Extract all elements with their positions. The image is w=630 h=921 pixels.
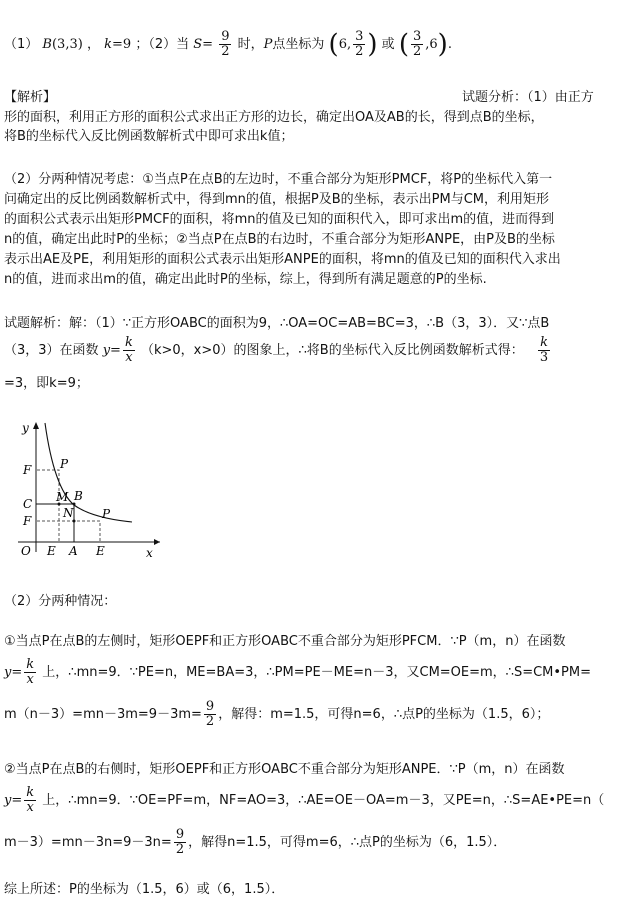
solution-line-1: 试题解析：解：（1）∵正方形OABC的面积为9，∴OA=OC=AB=BC=3，∴B（3，3）．又∵点B: [4, 316, 550, 331]
solution-line-2: （3，3）在函数 y= $\frac{k}{x}$ （k>0，x>0）的图象上，∴将B的坐标代入反比例函数解析式得： $\frac{k}{3}$: [4, 335, 549, 365]
case-heading: （2）分两种情况：: [4, 594, 117, 609]
analysis-right-label: 试题分析：（1）由正方: [462, 90, 594, 105]
x-axis-arrow: [154, 539, 160, 545]
coordinate-graph: [12, 418, 162, 558]
separator: ，: [86, 37, 100, 52]
k-value: =9: [112, 37, 132, 52]
equals-sign: =: [202, 37, 214, 52]
y-axis-label: y: [22, 421, 29, 435]
hyperbola-curve: [45, 423, 132, 522]
label-e2: E: [96, 544, 105, 558]
fraction-s: $\frac{9}{2}$: [221, 29, 230, 59]
origin-label: O: [21, 544, 31, 558]
s-symbol: S: [193, 37, 203, 52]
fraction-k-3: $\frac{k}{3}$: [539, 335, 549, 365]
label-p-right: P: [102, 507, 111, 521]
case1-fraction-9-2: $\frac{9}{2}$: [205, 699, 215, 729]
analysis-line-1: 形的面积，利用正方形的面积公式求出正方形的边长，确定出OA及AB的长，得到点B的坐标，: [4, 110, 544, 125]
ans1-x: 6,: [338, 37, 352, 52]
case1-line-2: y= $\frac{k}{x}$ 上，∴mn=9．∵PE=n，ME=BA=3，∴PM=PE－ME=n－3，又CM=OE=m，∴S=CM•PM=: [4, 657, 592, 687]
y-axis-arrow: [33, 422, 39, 429]
ans1-y-fraction: $\frac{3}{2}$: [355, 29, 364, 59]
label-c: C: [23, 497, 33, 511]
case2-line-3: m－3）=mn－3n=9－3n= $\frac{9}{2}$ ，解得n=1.5，可得m=6，∴点P的坐标为（6，1.5）．: [4, 827, 507, 857]
label-m: M: [56, 490, 69, 504]
label-a: A: [69, 544, 78, 558]
analysis-title: 【解析】: [4, 90, 57, 105]
label-f-top: F: [23, 463, 32, 477]
analysis-para2-line-4: n的值，确定出此时P的坐标；②当点P在点B的右边时，不重合部分为矩形ANPE，由P及B的坐标: [4, 232, 555, 247]
label-f-low: F: [23, 514, 32, 528]
case1-line-1: ①当点P在点B的左侧时，矩形OEPF和正方形OABC不重合部分为矩形PFCM．∵P（m，n）在函数: [4, 634, 566, 649]
point-b-label: B: [42, 37, 52, 52]
k-symbol: k: [104, 37, 112, 52]
analysis-para2-line-6: n的值，进而求出m的值，确定出此时P的坐标，综上，得到所有满足题意的P的坐标.: [4, 272, 487, 287]
x-axis-label: x: [146, 546, 153, 558]
fraction-k-x: $\frac{k}{x}$: [124, 335, 133, 365]
or-text: 或: [381, 37, 395, 52]
analysis-line-2: 将B的坐标代入反比例函数解析式中即可求出k值；: [4, 129, 294, 144]
p-symbol: P: [263, 37, 273, 52]
solution-line-3: =3，即k=9；: [4, 376, 89, 391]
case2-fraction-9-2: $\frac{9}{2}$: [175, 827, 185, 857]
summary-line: 综上所述：P的坐标为（1.5，6）或（6，1.5）．: [4, 882, 285, 897]
label-p-top: P: [60, 457, 69, 471]
analysis-para2-line-5: 表示出AE及PE，利用矩形的面积公式表示出矩形ANPE的面积，将mn的值及已知的面积代入求出: [4, 252, 561, 267]
answer-part1-label: （1）: [4, 37, 39, 52]
ans2-y: ,6: [425, 37, 438, 52]
when-text: 时，: [237, 37, 264, 52]
point-b-coords: (3,3): [51, 37, 83, 52]
ans2-x-fraction: $\frac{3}{2}$: [412, 29, 422, 59]
case2-line-2: y= $\frac{k}{x}$ 上，∴mn=9．∵OE=PF=m，NF=AO=3，∴AE=OE－OA=m－3，又PE=n，∴S=AE•PE=n（: [4, 785, 605, 815]
analysis-para2-line-1: （2）分两种情况考虑：①当点P在点B的左边时，不重合部分为矩形PMCF，将P的坐标代入第一: [4, 172, 553, 187]
answer-line: （1） B(3,3) ， k=9 ；（2）当 S= $\frac{9}{2}$ 时，P点坐标为 (6, $\frac{3}{2}$ ) 或 ( $\frac{3}{2}$ ,6).: [4, 29, 452, 60]
rect-right-dashed: [37, 521, 100, 542]
case1-fraction-k-x: $\frac{k}{x}$: [26, 657, 35, 687]
coord-text: 点坐标为: [272, 37, 325, 52]
label-e1: E: [47, 544, 56, 558]
label-b: B: [74, 489, 83, 503]
label-n: N: [63, 506, 74, 520]
rect-pfce-dashed: [37, 470, 59, 542]
case1-line-3: m（n－3）=mn－3m=9－3m= $\frac{9}{2}$ ，解得：m=1.5，可得n=6，∴点P的坐标为（1.5，6）；: [4, 699, 550, 729]
analysis-para2-line-3: 的面积公式表示出矩形PMCF的面积，将mn的值及已知的面积代入，即可求出m的值，进而得到: [4, 212, 555, 227]
case2-fraction-k-x: $\frac{k}{x}$: [26, 785, 35, 815]
answer-part2-label: ；（2）当: [135, 37, 190, 52]
analysis-para2-line-2: 问确定出的反比例函数解析式中，得到mn的值，根据P及B的坐标，表示出PM与CM，利用矩形: [4, 192, 550, 207]
case2-line-1: ②当点P在点B的右侧时，矩形OEPF和正方形OABC不重合部分为矩形ANPE．∵P（m，n）在函数: [4, 762, 565, 777]
